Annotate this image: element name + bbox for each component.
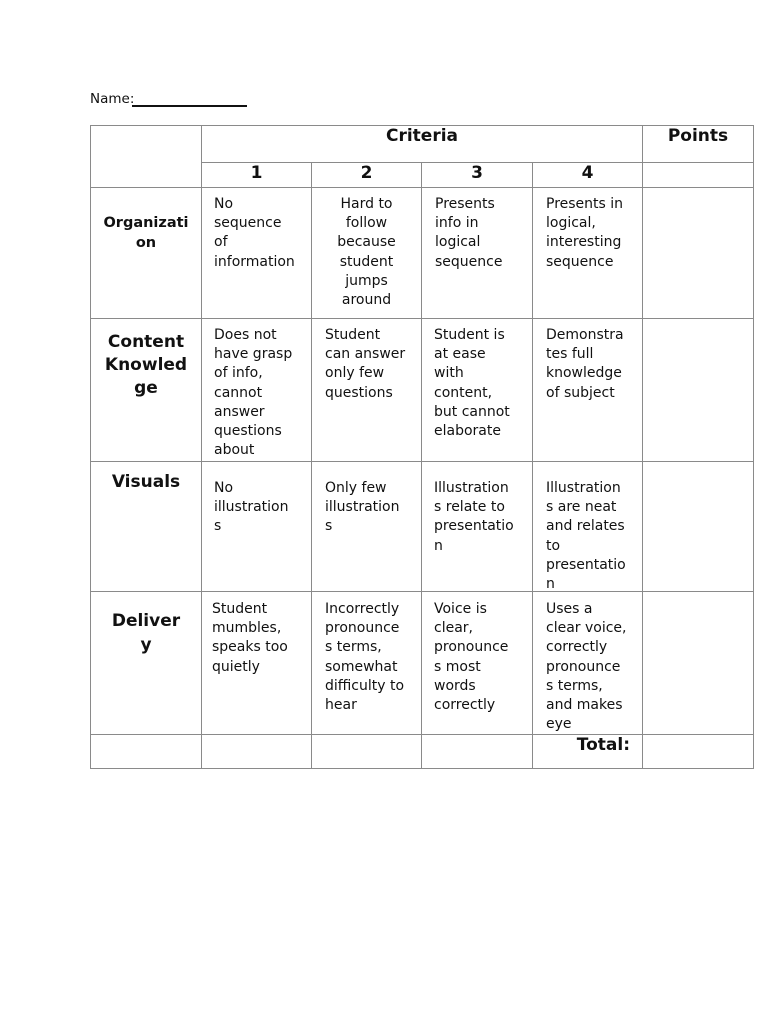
cell-text: No illustration s — [214, 480, 289, 535]
rubric-cell — [312, 592, 422, 735]
cell-text: Incorrectly pronounce s terms, somewhat difficulty to hear — [325, 601, 405, 714]
total-label-cell — [533, 735, 643, 769]
score-column-2: 2 — [312, 163, 422, 188]
cell-text: Presents info in logical sequence — [435, 196, 503, 270]
rubric-cell — [312, 462, 422, 592]
cell-text: Student can answer only few questions — [325, 327, 406, 401]
points-blank-cell — [643, 163, 754, 188]
name-label: Name: — [90, 91, 135, 107]
rubric-cell — [202, 188, 312, 319]
cell-text: Demonstra tes full knowledge of subject — [546, 327, 624, 401]
cell-text: No sequence of information — [214, 196, 295, 270]
category-delivery — [91, 592, 202, 735]
name-blank-line — [132, 105, 247, 107]
rubric-cell — [202, 462, 312, 592]
score-column-4: 4 — [533, 163, 643, 188]
rubric-cell — [422, 188, 533, 319]
points-header — [643, 126, 754, 163]
total-label: Total: — [576, 735, 630, 755]
cell-text: Student is at ease with content, but cannot elaborate — [434, 327, 510, 440]
category-label: Visuals — [111, 472, 181, 492]
category-label: Content Knowled ge — [104, 332, 188, 398]
rubric-cell — [533, 592, 643, 735]
total-blank-cell — [202, 735, 312, 769]
total-blank-cell — [422, 735, 533, 769]
rubric-cell — [533, 319, 643, 462]
total-blank-cell — [312, 735, 422, 769]
points-cell — [643, 319, 754, 462]
cell-text: Voice is clear, pronounce s most words correctly — [434, 601, 509, 714]
cell-text: Illustration s relate to presentatio n — [434, 480, 514, 554]
rubric-cell — [202, 592, 312, 735]
cell-text: Hard to follow because student jumps around — [337, 196, 396, 309]
cell-text: Illustration s are neat and relates to presentatio n — [546, 480, 626, 593]
criteria-header — [202, 126, 643, 163]
rubric-cell — [312, 188, 422, 319]
rubric-cell — [422, 319, 533, 462]
rubric-cell — [533, 462, 643, 592]
rubric-table — [90, 125, 754, 769]
cell-text: Does not have grasp of info, cannot answer questions about — [214, 327, 293, 459]
cell-text: Only few illustration s — [325, 480, 400, 535]
criteria-header-label: Criteria — [385, 126, 459, 146]
cell-text: Presents in logical, interesting sequence — [546, 196, 624, 270]
corner-cell — [91, 126, 202, 188]
points-cell — [643, 188, 754, 319]
total-blank-cell — [91, 735, 202, 769]
points-header-label: Points — [667, 126, 729, 146]
score-column-3: 3 — [422, 163, 533, 188]
rubric-cell — [533, 188, 643, 319]
category-label: Deliver y — [111, 611, 181, 655]
category-organization — [91, 188, 202, 319]
rubric-cell — [312, 319, 422, 462]
total-points-cell — [643, 735, 754, 769]
points-cell — [643, 462, 754, 592]
rubric-cell — [422, 462, 533, 592]
score-column-1: 1 — [202, 163, 312, 188]
cell-text: Student mumbles, speaks too quietly — [212, 601, 288, 675]
points-cell — [643, 592, 754, 735]
category-content-knowledge — [91, 319, 202, 462]
category-visuals — [91, 462, 202, 592]
cell-text: Uses a clear voice, correctly pronounce s terms, and makes eye — [546, 601, 627, 733]
category-label: Organizati on — [103, 215, 189, 251]
rubric-cell — [422, 592, 533, 735]
rubric-cell — [202, 319, 312, 462]
